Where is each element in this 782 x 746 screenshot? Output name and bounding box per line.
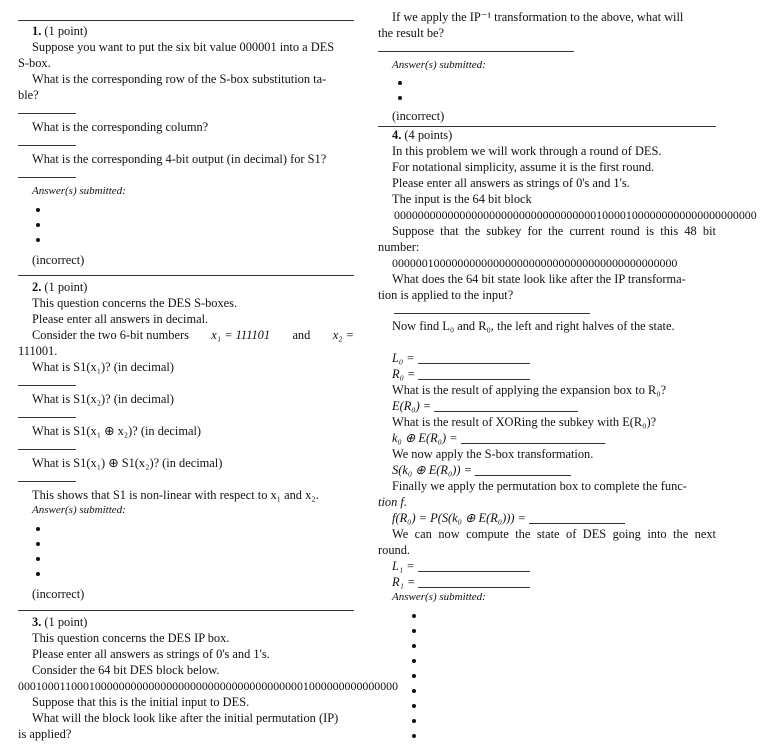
q3-inverse-question: If we apply the IP⁻¹ transformation to the above, what will xyxy=(392,10,684,24)
q2-number: 2. xyxy=(32,280,42,294)
q4-xor-label: k₀ ⊕ E(R₀) = xyxy=(392,431,458,445)
q4-sbox-label: S(k₀ ⊕ E(R₀)) = xyxy=(392,463,472,477)
q4-sbox-question: We now apply the S-box transformation. xyxy=(392,447,594,461)
q2-answers-label: Answer(s) submitted: xyxy=(32,504,126,516)
q4-ip-answer-blank[interactable] xyxy=(394,313,590,314)
q4-xor-question: What is the result of XORing the subkey with E(R₀)? xyxy=(392,415,657,429)
q4-f-blank[interactable] xyxy=(529,523,625,524)
q1-column-answer-blank[interactable] xyxy=(18,145,76,146)
q3-suppose: Suppose that this is the initial input to DES. xyxy=(32,695,250,709)
q2-answer-a-blank[interactable] xyxy=(18,385,76,386)
q1-row-question: What is the corresponding row of the S-box substitution ta- xyxy=(32,72,327,86)
q2-answer-bullet xyxy=(36,542,40,546)
q4-state-question-cont: round. xyxy=(378,543,411,557)
divider xyxy=(18,610,354,611)
q1-header xyxy=(18,23,87,39)
q1-output-answer-blank[interactable] xyxy=(18,177,76,178)
q4-r1-row xyxy=(378,574,530,590)
q4-subkey-sentence: Suppose that the subkey for the current round is this 48 bit xyxy=(392,224,716,238)
q2-question-d: What is S1(x₁) ⊕ S1(x₂)? (in decimal) xyxy=(32,456,223,470)
q4-notation: For notational simplicity, assume it is the first round. xyxy=(392,160,655,174)
q4-answer-bullet xyxy=(412,659,416,663)
q2-question-a: What is S1(x₁)? (in decimal) xyxy=(32,360,174,374)
q4-intro: In this problem we will work through a round of DES. xyxy=(392,144,662,158)
q4-ip-question: What does the 64 bit state look like after the IP transforma- xyxy=(392,272,686,286)
q1-points: (1 point) xyxy=(44,24,88,38)
q4-r1-label: R₁ = xyxy=(392,575,416,589)
q1-output-question: What is the corresponding 4-bit output (in decimal) for S1? xyxy=(32,152,327,166)
q3-consider: Consider the 64 bit DES block below. xyxy=(32,663,220,677)
q4-answer-bullet xyxy=(412,734,416,738)
q4-expansion-label: E(R₀) = xyxy=(392,399,432,413)
q2-question-b: What is S1(x₂)? (in decimal) xyxy=(32,392,174,406)
q2-answer-b-blank[interactable] xyxy=(18,417,76,418)
q4-permutation-question: Finally we apply the permutation box to complete the func- xyxy=(392,479,687,493)
q4-answer-bullet xyxy=(412,629,416,633)
q2-consider xyxy=(18,327,354,343)
q4-r0-row xyxy=(378,366,530,382)
q3-inverse-answer-blank[interactable] xyxy=(378,51,574,52)
q2-x1: x₁ = 111101 xyxy=(211,328,271,342)
q1-number: 1. xyxy=(32,24,42,38)
q2-question-c: What is S1(x₁ ⊕ x₂)? (in decimal) xyxy=(32,424,202,438)
q4-xor-row xyxy=(378,430,605,446)
q1-column-question: What is the corresponding column? xyxy=(32,120,209,134)
q3-enter-note: Please enter all answers as strings of 0's and 1's. xyxy=(32,647,270,661)
q4-halves-question: Now find L₀ and R₀, the left and right halves of the state. xyxy=(392,319,675,333)
q4-r1-blank[interactable] xyxy=(418,587,530,588)
q4-subkey-text-cont: number: xyxy=(378,240,420,254)
q4-sbox-blank[interactable] xyxy=(475,475,571,476)
q4-answer-bullet xyxy=(412,614,416,618)
q2-conclusion: This shows that S1 is non-linear with respect to x₁ and x₂. xyxy=(32,488,319,502)
q3-question-cont: is applied? xyxy=(18,727,72,741)
q4-number: 4. xyxy=(392,128,402,142)
q3-answer-bullet xyxy=(398,96,402,100)
q4-permutation-question-cont: tion f. xyxy=(378,495,407,509)
q2-answer-bullet xyxy=(36,572,40,576)
q4-xor-blank[interactable] xyxy=(461,443,605,444)
q4-subkey: 000000100000000000000000000000000000000000000000 xyxy=(392,256,678,270)
q1-intro: Suppose you want to put the six bit value 000001 into a DES xyxy=(32,40,335,54)
q4-expansion-blank[interactable] xyxy=(434,411,578,412)
q2-status: (incorrect) xyxy=(32,587,85,601)
q1-answers-label: Answer(s) submitted: xyxy=(32,185,126,197)
q2-enter-note: Please enter all answers in decimal. xyxy=(32,312,209,326)
q4-answer-bullet xyxy=(412,644,416,648)
q4-l0-blank[interactable] xyxy=(418,363,530,364)
q2-points: (1 point) xyxy=(44,280,88,294)
q3-points: (1 point) xyxy=(44,615,88,629)
q4-expansion-row xyxy=(378,398,578,414)
q3-status: (incorrect) xyxy=(392,109,445,123)
q2-x2-value: 111001. xyxy=(18,344,58,358)
q4-input-label: The input is the 64 bit block xyxy=(392,192,532,206)
q4-f-row xyxy=(378,510,625,526)
q3-question: What will the block look like after the initial permutation (IP) xyxy=(32,711,339,725)
q4-points: (4 points) xyxy=(404,128,453,142)
q2-and: and xyxy=(292,328,311,342)
divider xyxy=(18,20,354,21)
q4-input-block-text: 0000000000000000000000000000000000100001000000000000000000000 xyxy=(394,208,757,222)
q4-input-block xyxy=(394,207,781,223)
q4-ip-question-cont: tion is applied to the input? xyxy=(378,288,514,302)
q4-enter-note: Please enter all answers as strings of 0's and 1's. xyxy=(392,176,630,190)
q4-f-label: f(R₀) = P(S(k₀ ⊕ E(R₀))) = xyxy=(392,511,526,525)
q1-row-answer-blank[interactable] xyxy=(18,113,76,114)
q4-l1-row xyxy=(378,558,530,574)
q4-l0-label: L₀ = xyxy=(392,351,415,365)
q2-intro: This question concerns the DES S-boxes. xyxy=(32,296,238,310)
q4-r0-blank[interactable] xyxy=(418,379,530,380)
q4-state-question-text: We can now compute the state of DES going into the next xyxy=(392,527,716,541)
q2-answer-bullet xyxy=(36,527,40,531)
q4-sbox-row xyxy=(378,462,571,478)
q4-subkey-text xyxy=(378,223,716,239)
divider xyxy=(18,275,354,276)
q3-answers-label: Answer(s) submitted: xyxy=(392,59,486,71)
q4-answer-bullet xyxy=(412,689,416,693)
q3-answer-bullet xyxy=(398,81,402,85)
q2-consider-text: Consider the two 6-bit numbers xyxy=(32,328,189,342)
q2-x2: x₂ = xyxy=(332,328,354,342)
q1-answer-bullet xyxy=(36,238,40,242)
q3-block: 0001000110001000000000000000000000000000000000001000000000000000 xyxy=(18,679,399,693)
q1-answer-bullet xyxy=(36,223,40,227)
q4-l0-row xyxy=(378,350,530,366)
q3-number: 3. xyxy=(32,615,42,629)
q1-row-question-cont: ble? xyxy=(18,88,39,102)
q4-answer-bullet xyxy=(412,704,416,708)
q2-answer-d-blank[interactable] xyxy=(18,481,76,482)
q4-answer-bullet xyxy=(412,674,416,678)
q4-r0-label: R₀ = xyxy=(392,367,416,381)
q2-header xyxy=(18,279,87,295)
q4-state-question xyxy=(378,526,716,542)
q4-expansion-question: What is the result of applying the expansion box to R₀? xyxy=(392,383,667,397)
q4-answers-label: Answer(s) submitted: xyxy=(392,591,486,603)
q3-header xyxy=(18,614,87,630)
q4-l1-blank[interactable] xyxy=(418,571,530,572)
q4-l1-label: L₁ = xyxy=(392,559,415,573)
q4-answer-bullet xyxy=(412,719,416,723)
q3-intro: This question concerns the DES IP box. xyxy=(32,631,230,645)
q3-inverse-question-cont: the result be? xyxy=(378,26,445,40)
q2-answer-c-blank[interactable] xyxy=(18,449,76,450)
q1-answer-bullet xyxy=(36,208,40,212)
q1-status: (incorrect) xyxy=(32,253,85,267)
q4-header xyxy=(378,127,452,143)
q1-intro-cont: S-box. xyxy=(18,56,51,70)
q2-answer-bullet xyxy=(36,557,40,561)
